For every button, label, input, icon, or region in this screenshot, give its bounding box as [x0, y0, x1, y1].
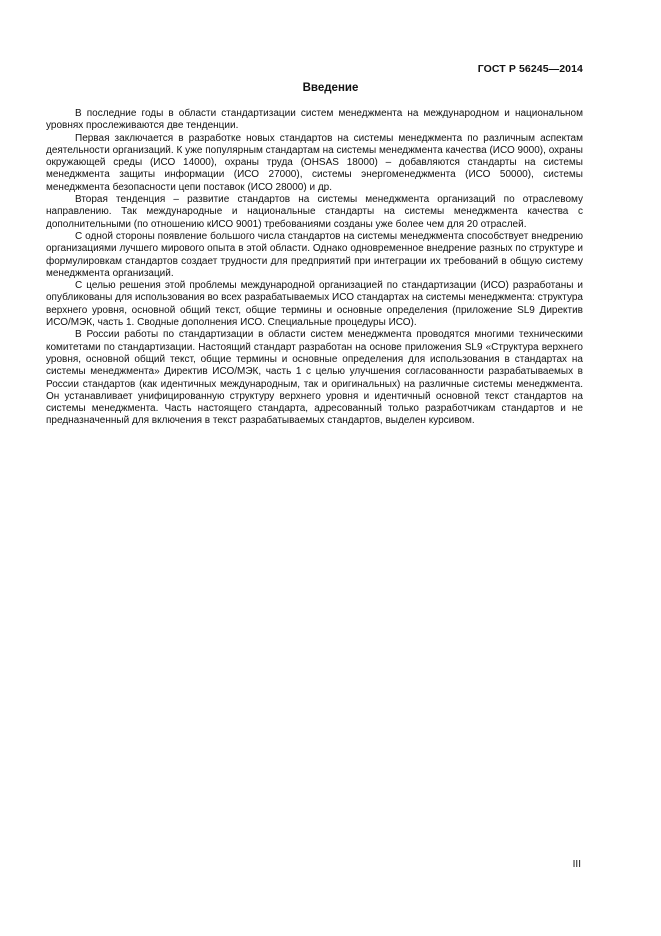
introduction-body [46, 108, 583, 428]
paragraph-3: Вторая тенденция – развитие стандартов на системы менеджмента организаций по отраслевому направлению. Так международные и национальные стандарты на системы менеджмента качества с дополнительными (по отношению кИСО 9001) требованиями созданы уже более чем для 20 отраслей. [46, 194, 583, 230]
section-title: Введение [302, 82, 359, 94]
paragraph-1: В последние годы в области стандартизации систем менеджмента на международном и национальном уровнях прослеживаются две тенденции. [46, 108, 583, 132]
page-number: III [572, 859, 581, 870]
paragraph-2: Первая заключается в разработке новых стандартов на системы менеджмента по различным аспектам деятельности организаций. К уже популярным стандартам на системы менеджмента качества (ИСО 9000), охраны окружающей среды (ИСО 14000), охраны труда (OHSAS 18000) – добавляются стандарты на системы менеджмента защиты информации (ИСО 27000), системы энергоменеджмента (ИСО 50000), системы менеджмента безопасности цепи поставок (ИСО 28000) и др. [46, 132, 583, 193]
paragraph-6: В России работы по стандартизации в области систем менеджмента проводятся многими техническими комитетами по стандартизации. Настоящий стандарт разработан на основе приложения SL9 «Структура верхнего уровня, основной общий текст, общие термины и основные определения для использования в стандартах на системы менеджмента» Директив ИСО/МЭК, часть 1 с целью улучшения согласованности разрабатываемых в России стандартов (как идентичных международным, так и оригинальных) на различные системы менеджмента. Он устанавливает унифицированную структуру верхнего уровня и идентичный основной текст стандартов на системы менеджмента. Часть настоящего стандарта, адресованный только разработчикам стандартов и не предназначенный для включения в текст разрабатываемых стандартов, выделен курсивом. [46, 329, 583, 427]
paragraph-4: С одной стороны появление большого числа стандартов на системы менеджмента способствует внедрению организациями лучшего мирового опыта в этой области. Однако одновременное внедрение разных по структуре и формулировкам стандартов создает трудности для предприятий при интеграции их требований в общую систему менеджмента организаций. [46, 230, 583, 279]
paragraph-5: С целью решения этой проблемы международной организацией по стандартизации (ИСО) разработаны и опубликованы для использования во всех разрабатываемых ИСО стандартах на системы менеджмента: структура верхнего уровня, основной общий текст, общие термины и основные определения (приложение SL9 Директив ИСО/МЭК, часть 1. Сводные дополнения ИСО. Специальные процедуры ИСО). [46, 280, 583, 329]
document-code: ГОСТ Р 56245—2014 [477, 63, 583, 75]
